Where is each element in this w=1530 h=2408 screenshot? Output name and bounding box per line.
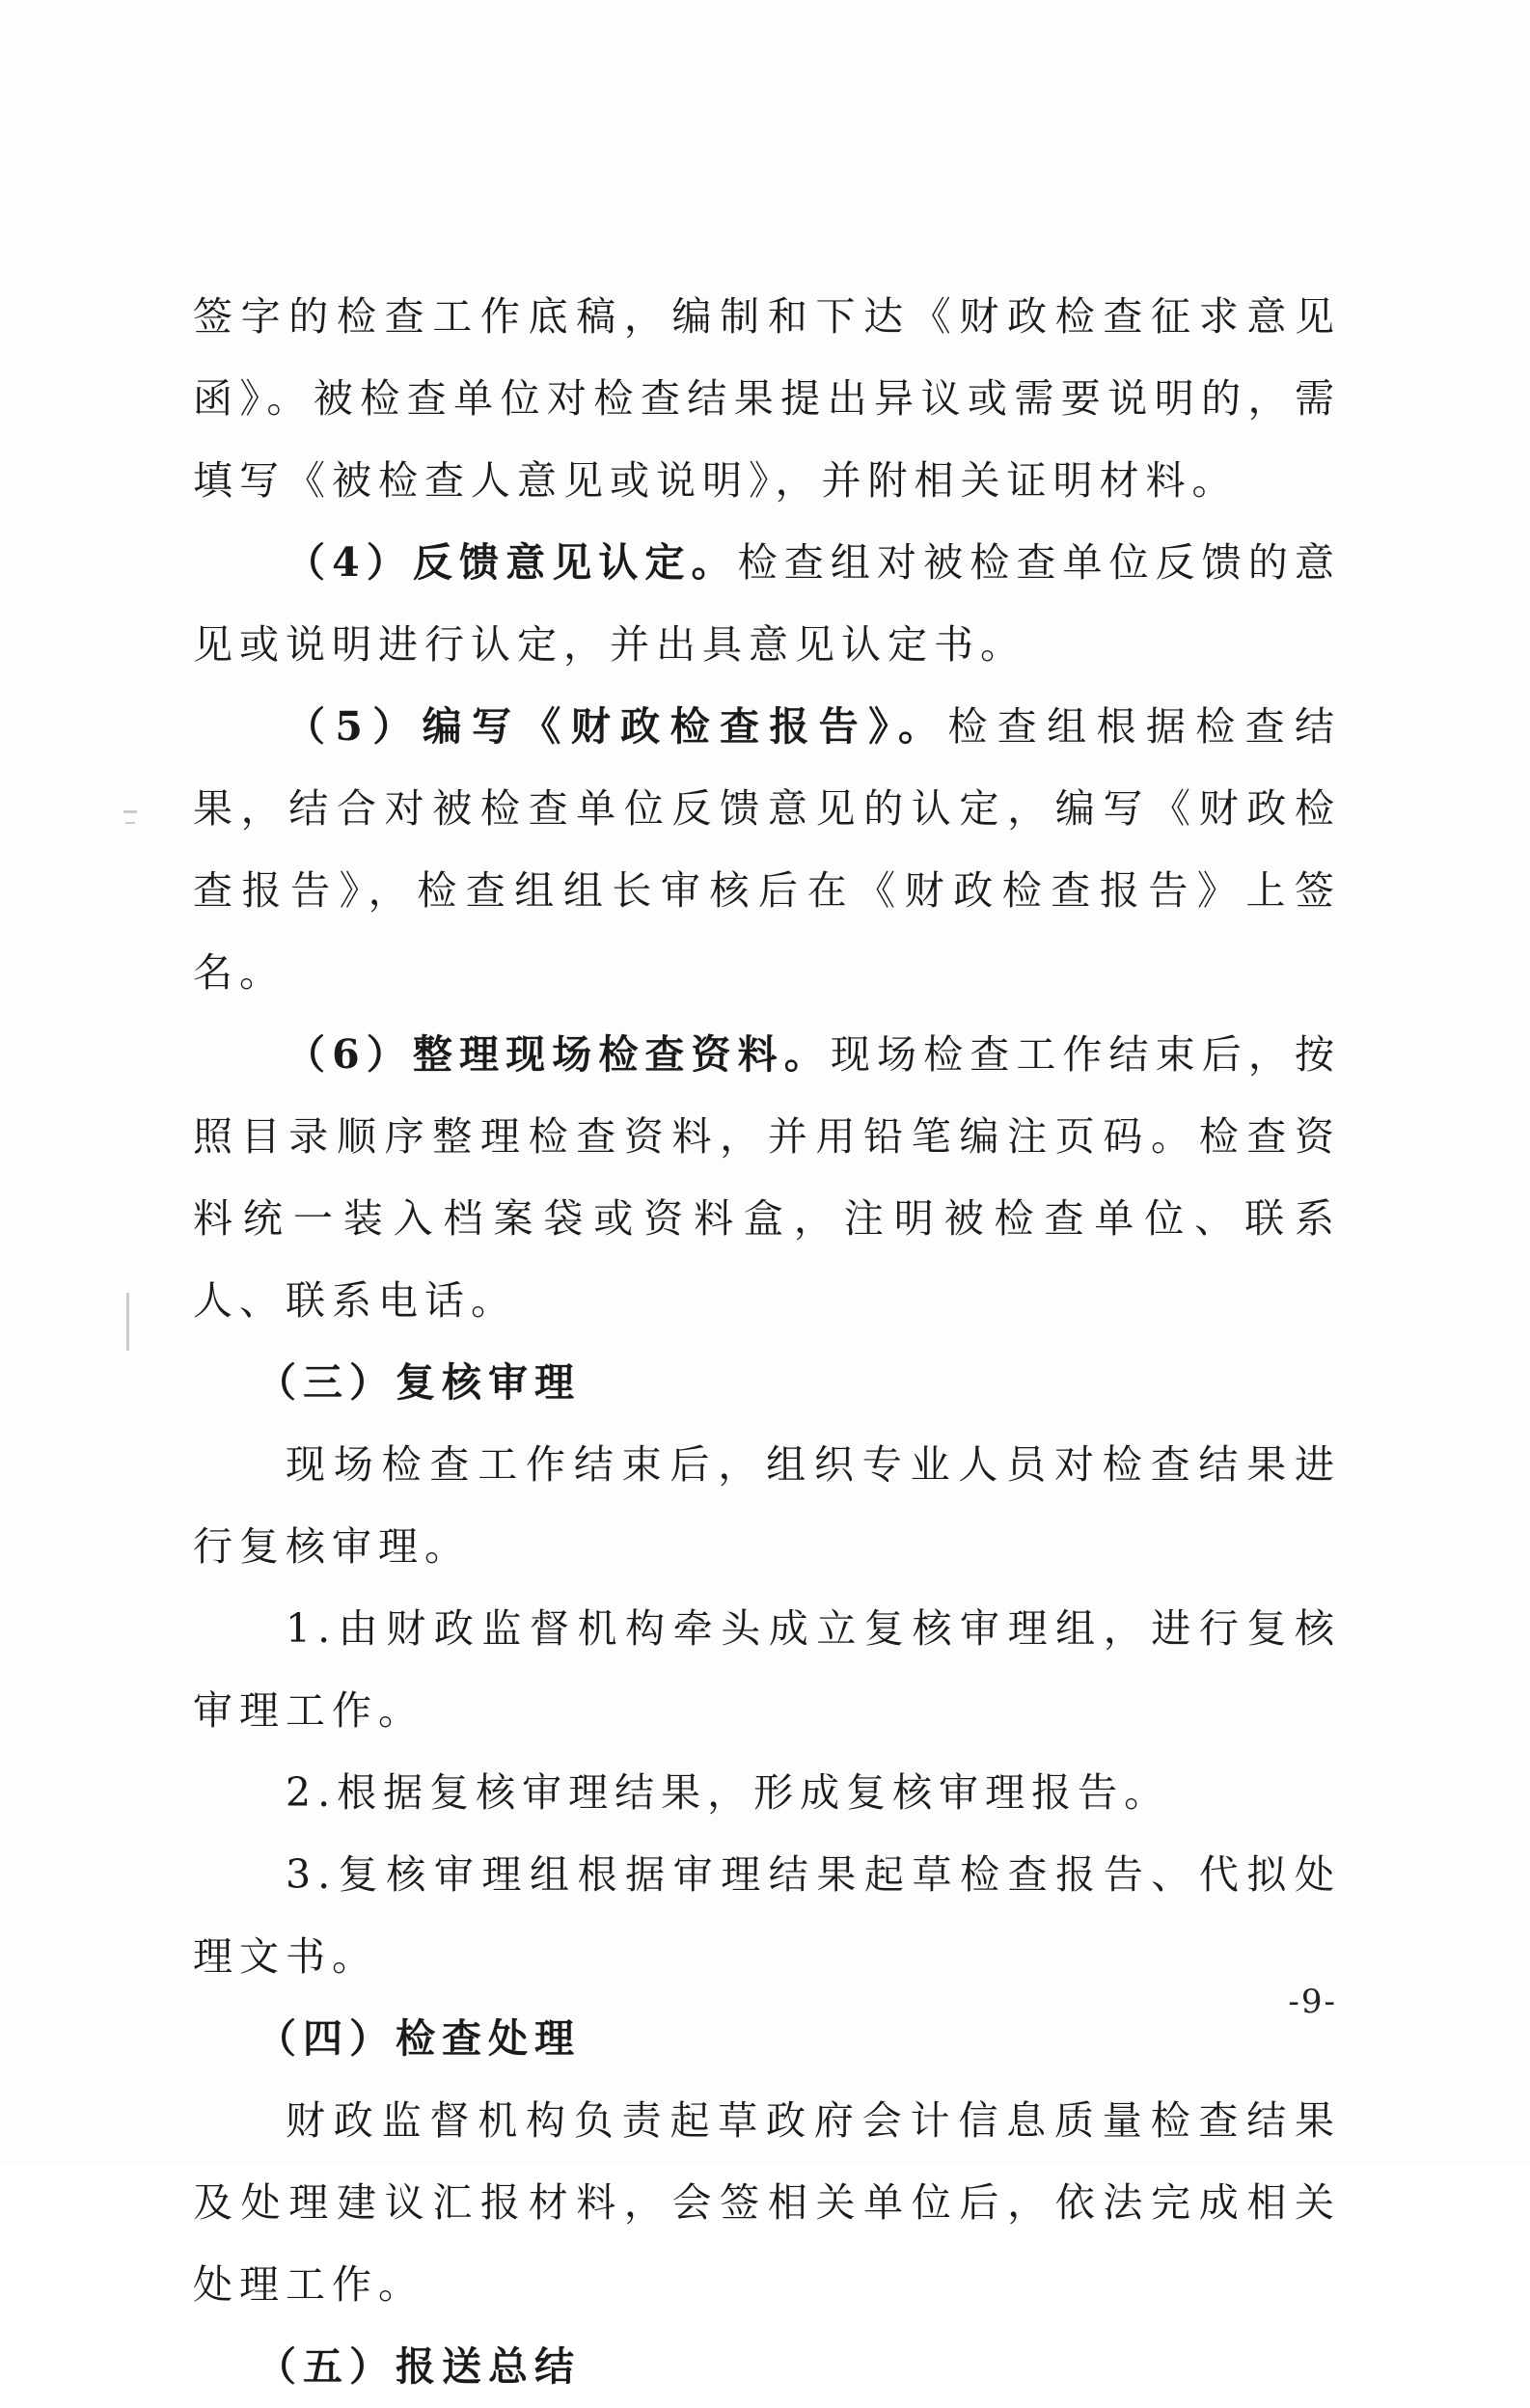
item-4-paragraph	[193, 522, 1341, 686]
section-4-heading: （四）检查处理	[257, 2015, 581, 2062]
item-6-paragraph	[193, 1014, 1341, 1342]
document-body	[193, 276, 1341, 2408]
scan-mark	[125, 822, 135, 824]
section-4-text: 财政监督机构负责起草政府会计信息质量检查结果及处理建议汇报材料，会签相关单位后，依法完成相关处理工作。	[193, 2097, 1341, 2308]
item-5-text: 检查组根据检查结果，结合对被检查单位反馈意见的认定，编写《财政检查报告》，检查组组长审核后在《财政检查报告》上签名。	[193, 703, 1341, 996]
page-number: -9-	[1288, 1983, 1337, 2021]
item-6-title: （6）整理现场检查资料。	[286, 1031, 831, 1078]
item-5-title: （5）编写《财政检查报告》。	[286, 703, 948, 750]
scan-mark	[123, 810, 137, 813]
item-6-text: 现场检查工作结束后，按照目录顺序整理检查资料，并用铅笔编注页码。检查资料统一装入档案袋或资料盒，注明被检查单位、联系人、联系电话。	[193, 1031, 1341, 1324]
section-3-intro: 现场检查工作结束后，组织专业人员对检查结果进行复核审理。	[193, 1441, 1341, 1570]
section-5-heading: （五）报送总结	[257, 2343, 581, 2390]
item-4-title: （4）反馈意见认定。	[286, 539, 738, 586]
continuation-paragraph: 签字的检查工作底稿，编制和下达《财政检查征求意见函》。被检查单位对检查结果提出异议或需要说明的，需填写《被检查人意见或说明》，并附相关证明材料。	[193, 293, 1341, 504]
scan-mark	[126, 1293, 129, 1351]
item-5-paragraph	[193, 686, 1341, 1014]
section-3-point-1: 1.由财政监督机构牵头成立复核审理组，进行复核审理工作。	[193, 1605, 1341, 1734]
section-3-point-3: 3.复核审理组根据审理结果起草检查报告、代拟处理文书。	[193, 1851, 1341, 1980]
item-4-text: 检查组对被检查单位反馈的意见或说明进行认定，并出具意见认定书。	[193, 539, 1342, 668]
section-3-heading: （三）复核审理	[257, 1359, 581, 1406]
section-3-point-2: 2.根据复核审理结果，形成复核审理报告。	[286, 1769, 1171, 1816]
